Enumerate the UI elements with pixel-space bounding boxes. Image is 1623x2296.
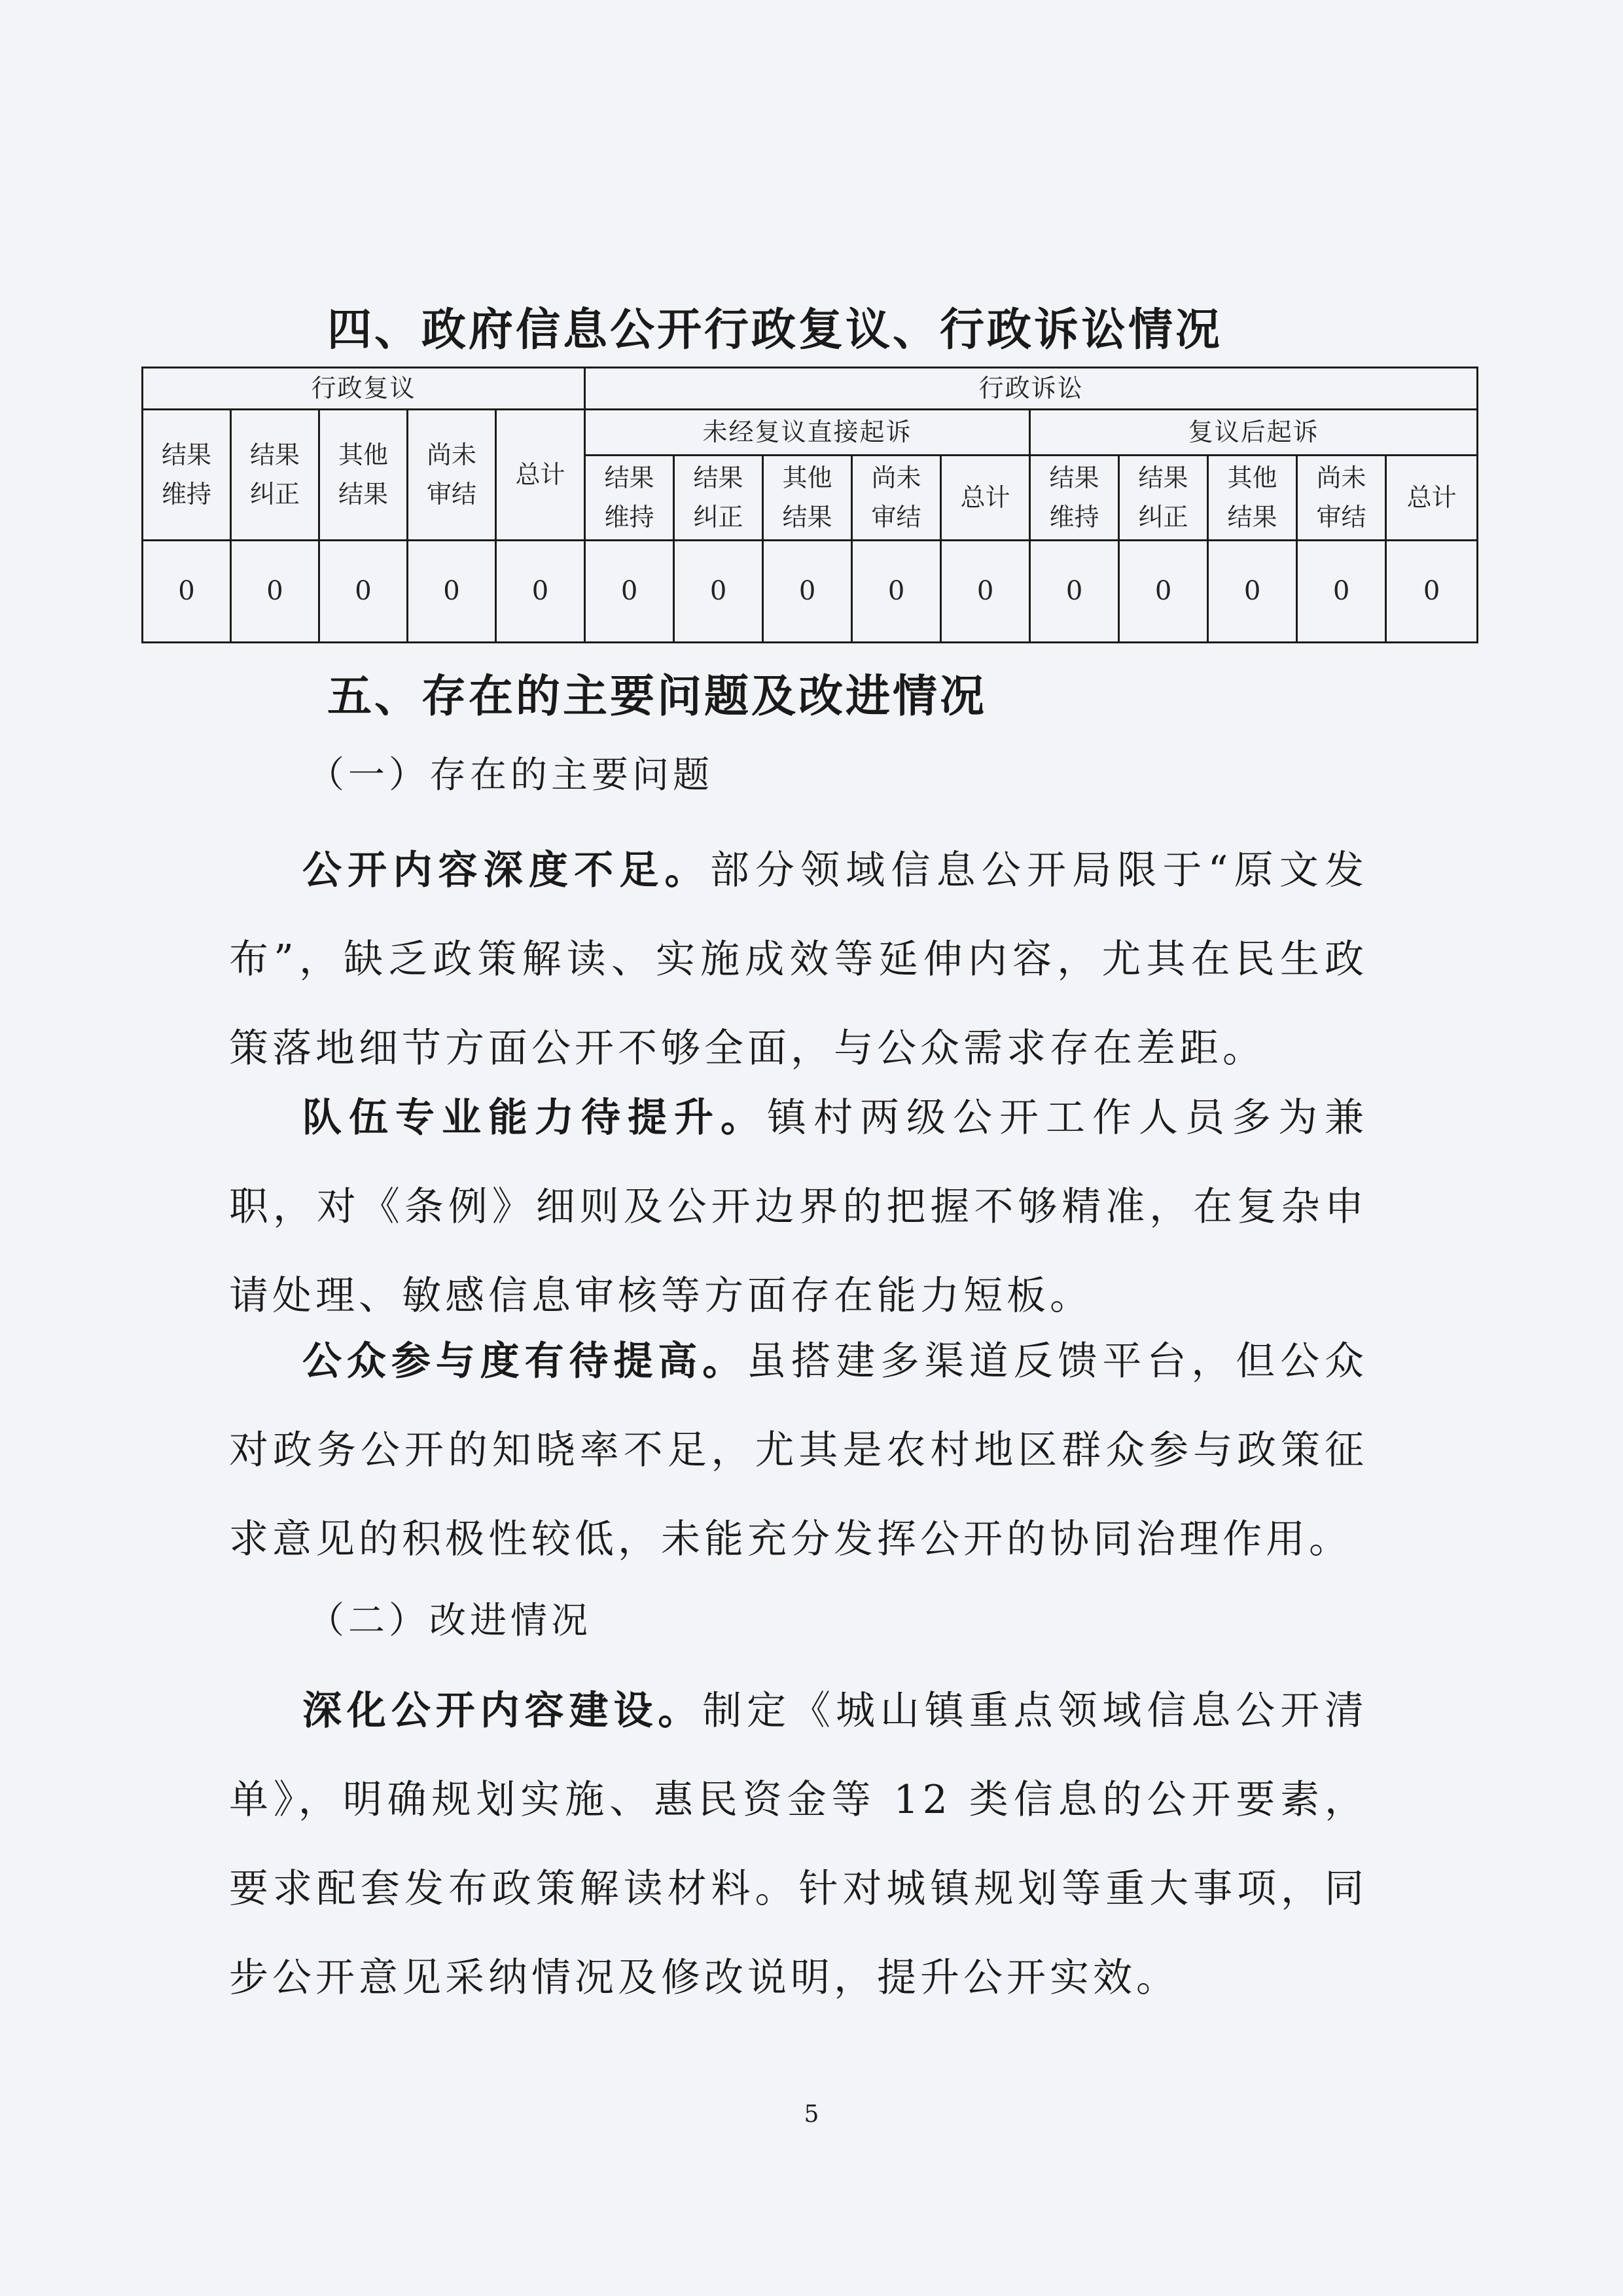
paragraph-lead: 队伍专业能力待提升。 <box>302 1095 767 1141</box>
table-cell: 0 <box>763 540 852 642</box>
paragraph-body: 镇村两级公开工作人员多为兼职，对《条例》细则及公开边界的把握不够精准，在复杂申请处理、敏感信息审核等方面存在能力短板。 <box>229 1095 1368 1319</box>
paragraph-body: 虽搭建多渠道反馈平台，但公众对政务公开的知晓率不足，尤其是农村地区群众参与政策征求意见的积极性较低，未能充分发挥公开的协同治理作用。 <box>229 1338 1368 1562</box>
col-review-correct: 结果 纠正 <box>231 409 319 540</box>
litigation-stats-table <box>141 367 1478 643</box>
col-direct-other: 其他 结果 <box>763 455 852 540</box>
direct-suit-header: 未经复议直接起诉 <box>585 409 1030 455</box>
col-after-other: 其他 结果 <box>1208 455 1297 540</box>
subheading-problems: （一）存在的主要问题 <box>308 754 713 797</box>
table-cell: 0 <box>941 540 1030 642</box>
paragraph-team-capacity <box>229 1073 1368 1340</box>
table-cell: 0 <box>496 540 585 642</box>
paragraph-public-participation <box>229 1317 1368 1584</box>
page-number: 5 <box>804 2101 819 2128</box>
table-cell: 0 <box>1208 540 1297 642</box>
col-after-total: 总计 <box>1386 455 1478 540</box>
table-cell: 0 <box>1297 540 1386 642</box>
col-direct-pending: 尚未 审结 <box>852 455 941 540</box>
admin-review-header: 行政复议 <box>143 368 585 410</box>
section-4-heading: 四、政府信息公开行政复议、行政诉讼情况 <box>327 304 1223 356</box>
section-5-heading: 五、存在的主要问题及改进情况 <box>327 671 988 723</box>
col-review-pending: 尚未 审结 <box>408 409 496 540</box>
table-cell: 0 <box>585 540 674 642</box>
admin-litigation-header: 行政诉讼 <box>585 368 1478 410</box>
table-cell: 0 <box>1030 540 1119 642</box>
table-cell: 0 <box>852 540 941 642</box>
paragraph-lead: 深化公开内容建设。 <box>302 1688 703 1734</box>
col-after-correct: 结果 纠正 <box>1119 455 1208 540</box>
table-cell: 0 <box>231 540 319 642</box>
paragraph-lead: 公众参与度有待提高。 <box>302 1338 747 1384</box>
table-cell: 0 <box>674 540 763 642</box>
table-cell: 0 <box>408 540 496 642</box>
table-cell: 0 <box>1386 540 1478 642</box>
col-review-other: 其他 结果 <box>319 409 408 540</box>
col-after-pending: 尚未 审结 <box>1297 455 1386 540</box>
col-review-maintain: 结果 维持 <box>143 409 231 540</box>
col-after-maintain: 结果 维持 <box>1030 455 1119 540</box>
col-direct-maintain: 结果 维持 <box>585 455 674 540</box>
paragraph-content-depth <box>229 826 1368 1093</box>
after-review-header: 复议后起诉 <box>1030 409 1478 455</box>
paragraph-lead: 公开内容深度不足。 <box>302 848 710 893</box>
paragraph-deepen-content <box>229 1666 1368 2022</box>
table-cell: 0 <box>319 540 408 642</box>
paragraph-body: 制定《城山镇重点领域信息公开清单》，明确规划实施、惠民资金等 12 类信息的公开要素，要求配套发布政策解读材料。针对城镇规划等重大事项，同步公开意见采纳情况及修改说明，提升公开实效。 <box>229 1688 1368 2001</box>
col-direct-total: 总计 <box>941 455 1030 540</box>
table-cell: 0 <box>143 540 231 642</box>
col-review-total: 总计 <box>496 409 585 540</box>
col-direct-correct: 结果 纠正 <box>674 455 763 540</box>
subheading-improvements: （二）改进情况 <box>308 1600 592 1642</box>
table-cell: 0 <box>1119 540 1208 642</box>
paragraph-body: 部分领域信息公开局限于“原文发布”，缺乏政策解读、实施成效等延伸内容，尤其在民生政策落地细节方面公开不够全面，与公众需求存在差距。 <box>229 848 1368 1071</box>
